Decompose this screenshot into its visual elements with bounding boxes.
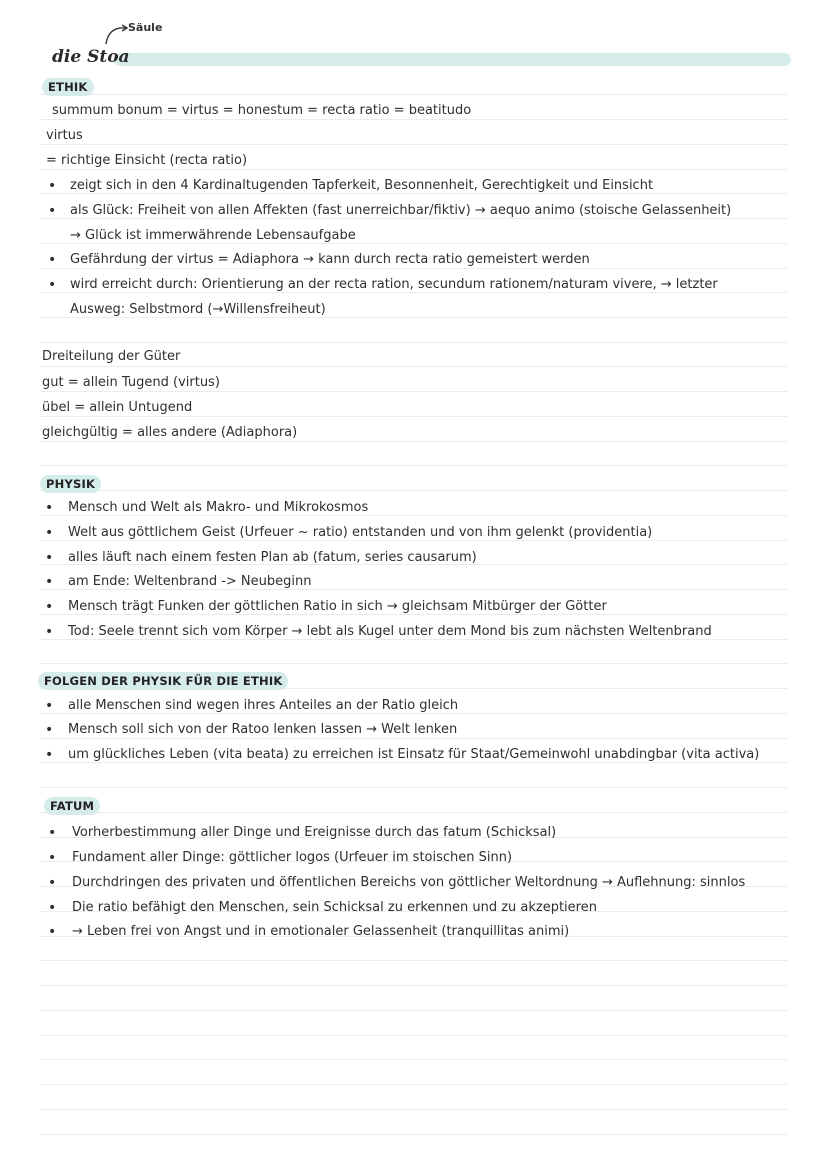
list-item: Vorherbestimmung aller Dinge und Ereignisse durch das fatum (Schicksal): [72, 825, 557, 840]
bullet-icon: •: [48, 203, 57, 219]
list-item: alles läuft nach einem festen Plan ab (fatum, series causarum): [68, 550, 477, 565]
list-item: wird erreicht durch: Orientierung an der recta ration, secundum rationem/naturam vivere, → letzter: [70, 277, 718, 292]
text-line: summum bonum = virtus = honestum = recta ratio = beatitudo: [52, 103, 472, 118]
list-item: um glückliches Leben (vita beata) zu erreichen ist Einsatz für Staat/Gemeinwohl unabdingbar (vita activa): [68, 747, 760, 762]
page-title: die Stoa: [52, 47, 130, 67]
bullet-icon: •: [45, 722, 54, 738]
curved-arrow-icon: [100, 17, 130, 47]
section-heading-folgen: FOLGEN DER PHYSIK FÜR DIE ETHIK: [38, 672, 288, 690]
list-item: Mensch soll sich von der Ratoo lenken lassen → Welt lenken: [68, 722, 458, 737]
list-item: Mensch trägt Funken der göttlichen Ratio in sich → gleichsam Mitbürger der Götter: [68, 599, 607, 614]
bullet-icon: •: [48, 900, 57, 916]
bullet-icon: •: [45, 525, 54, 541]
bullet-icon: •: [45, 550, 54, 566]
bullet-icon: •: [48, 924, 57, 940]
list-item: Durchdringen des privaten und öffentlichen Bereichs von göttlicher Weltordnung → Auflehnung: sinnlos: [72, 875, 746, 890]
bullet-icon: •: [48, 178, 57, 194]
bullet-icon: •: [45, 599, 54, 615]
bullet-icon: •: [48, 850, 57, 866]
bullet-icon: •: [45, 698, 54, 714]
list-item: Tod: Seele trennt sich vom Körper → lebt als Kugel unter dem Mond bis zum nächsten Weltenbrand: [68, 624, 712, 639]
text-line: gut = allein Tugend (virtus): [42, 375, 220, 390]
list-item: → Leben frei von Angst und in emotionaler Gelassenheit (tranquillitas animi): [72, 924, 570, 939]
section-heading-fatum: FATUM: [44, 797, 100, 815]
list-item: alle Menschen sind wegen ihres Anteiles an der Ratio gleich: [68, 698, 459, 713]
list-item: am Ende: Weltenbrand -> Neubeginn: [68, 574, 312, 589]
section-heading-physik: PHYSIK: [40, 475, 101, 493]
list-item: Welt aus göttlichem Geist (Urfeuer ~ ratio) entstanden und von ihm gelenkt (providentia): [68, 525, 653, 540]
list-item: zeigt sich in den 4 Kardinaltugenden Tapferkeit, Besonnenheit, Gerechtigkeit und Einsicht: [70, 178, 654, 193]
text-line: = richtige Einsicht (recta ratio): [46, 153, 248, 168]
bullet-icon: •: [48, 875, 57, 891]
bullet-icon: •: [48, 277, 57, 293]
bullet-icon: •: [45, 574, 54, 590]
bullet-icon: •: [45, 500, 54, 516]
bullet-icon: •: [45, 624, 54, 640]
list-item: Gefährdung der virtus = Adiaphora → kann durch recta ratio gemeistert werden: [70, 252, 590, 267]
list-item: Ausweg: Selbstmord (→Willensfreiheut): [70, 302, 326, 317]
bullet-icon: •: [45, 747, 54, 763]
annotation-label: Säule: [128, 21, 163, 34]
bullet-icon: •: [48, 825, 57, 841]
list-item: → Glück ist immerwährende Lebensaufgabe: [70, 228, 356, 243]
text-line: gleichgültig = alles andere (Adiaphora): [42, 425, 298, 440]
title-highlight-bar: [114, 53, 791, 66]
list-item: Mensch und Welt als Makro- und Mikrokosmos: [68, 500, 369, 515]
text-line: übel = allein Untugend: [42, 400, 193, 415]
list-item: Fundament aller Dinge: göttlicher logos (Urfeuer im stoischen Sinn): [72, 850, 513, 865]
section-heading-ethik: ETHIK: [42, 78, 94, 96]
list-item: Die ratio befähigt den Menschen, sein Schicksal zu erkennen und zu akzeptieren: [72, 900, 597, 915]
bullet-icon: •: [48, 252, 57, 268]
list-item: als Glück: Freiheit von allen Affekten (fast unerreichbar/fiktiv) → aequo animo (stoische Gelassenheit): [70, 203, 732, 218]
text-line: virtus: [46, 128, 83, 143]
goods-heading: Dreiteilung der Güter: [42, 349, 181, 364]
